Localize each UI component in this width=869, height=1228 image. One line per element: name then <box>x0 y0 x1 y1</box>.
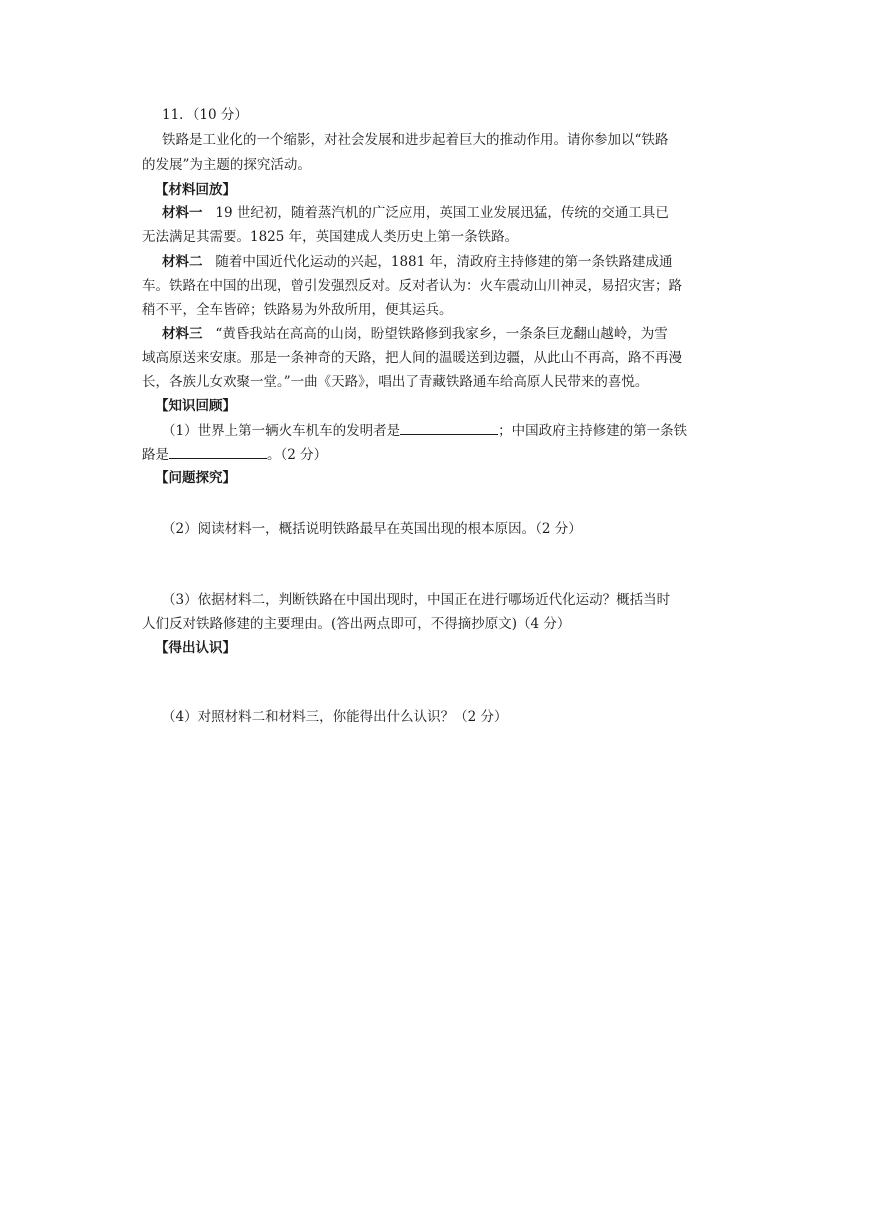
material-2-label: 材料二 <box>162 254 203 270</box>
question-1-text-b: ；中国政府主持修建的第一条铁 <box>498 423 688 439</box>
material-2-line-1 <box>162 253 673 271</box>
question-1-text-a: （1）世界上第一辆火车机车的发明者是 <box>162 423 401 439</box>
knowledge-heading: 【知识回顾】 <box>155 398 236 414</box>
question-3-line-2: 人们反对铁路修建的主要理由。(答出两点即可，不得摘抄原文)（4 分） <box>142 616 571 632</box>
intro-line-2: 的发展”为主题的探究活动。 <box>142 157 311 173</box>
material-1-line-1 <box>162 204 669 222</box>
answer-blank-first-railway[interactable] <box>169 445 267 459</box>
material-1-label: 材料一 <box>162 205 203 221</box>
question-1-text-c: 路是 <box>142 447 169 463</box>
material-3-text-1: “黄昏我站在高高的山岗，盼望铁路修到我家乡，一条条巨龙翻山越岭，为雪 <box>215 326 668 342</box>
material-2-line-3: 稍不平，全车皆碎；铁路易为外敌所用，便其运兵。 <box>142 302 453 318</box>
material-1-line-2: 无法满足其需要。1825 年，英国建成人类历史上第一条铁路。 <box>142 229 519 245</box>
question-3-line-1: （3）依据材料二，判断铁路在中国出现时，中国正在进行哪场近代化运动？概括当时 <box>162 592 671 608</box>
question-1-line-2 <box>142 445 327 464</box>
question-1-text-d: 。（2 分） <box>267 447 328 463</box>
material-3-line-2: 域高原送来安康。那是一条神奇的天路，把人间的温暖送到边疆，从此山不再高，路不再漫 <box>142 350 682 366</box>
question-1-line-1 <box>162 421 687 440</box>
question-4: （4）对照材料二和材料三，你能得出什么认识？（2 分） <box>162 709 508 725</box>
question-2: （2）阅读材料一，概括说明铁路最早在英国出现的根本原因。（2 分） <box>162 521 582 537</box>
conclusion-heading: 【得出认识】 <box>155 640 236 656</box>
material-3-line-3: 长，各族儿女欢聚一堂。”一曲《天路》，唱出了青藏铁路通车给高原人民带来的喜悦。 <box>142 374 649 390</box>
material-3-label: 材料三 <box>162 326 203 342</box>
material-3-line-1 <box>162 325 668 343</box>
answer-blank-inventor[interactable] <box>400 421 498 435</box>
material-heading: 【材料回放】 <box>155 182 236 198</box>
inquiry-heading: 【问题探究】 <box>155 470 236 486</box>
question-number: 11．（10 分） <box>162 107 248 123</box>
intro-line-1: 铁路是工业化的一个缩影，对社会发展和进步起着巨大的推动作用。请你参加以“铁路 <box>162 132 669 148</box>
material-2-text-1: 随着中国近代化运动的兴起，1881 年，清政府主持修建的第一条铁路建成通 <box>215 254 673 270</box>
material-2-line-2: 车。铁路在中国的出现，曾引发强烈反对。反对者认为：火车震动山川神灵，易招灾害；路 <box>142 278 682 294</box>
material-1-text-1: 19 世纪初，随着蒸汽机的广泛应用，英国工业发展迅猛，传统的交通工具已 <box>215 205 669 221</box>
